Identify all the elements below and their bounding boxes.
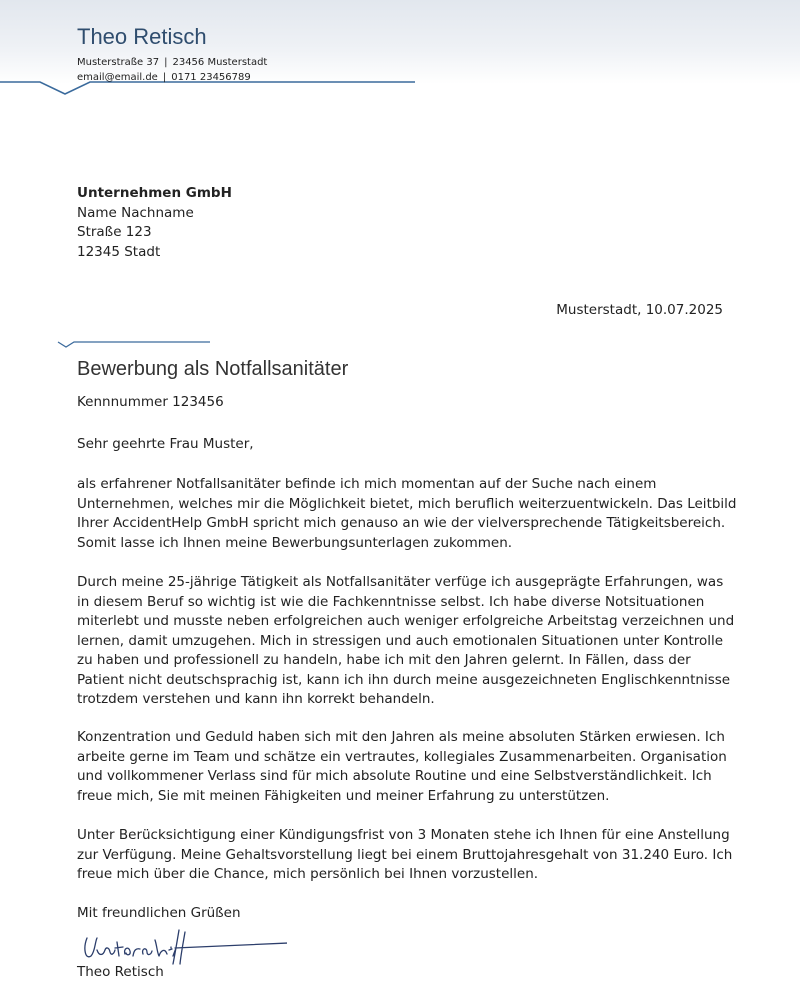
- body-paragraph: Unter Berücksichtigung einer Kündigungsfrist von 3 Monaten stehe ich Ihnen für eine Anstellung zur Verfügung. Meine Gehaltsvorstellung liegt bei einem Bruttojahresgehalt von 31.240 Euro. Ich freue mich über die Chance, mich persönlich bei Ihnen vorzustellen.: [77, 827, 733, 882]
- letter-subject: Bewerbung als Notfallsanitäter: [77, 358, 349, 380]
- sender-city: 23456 Musterstadt: [172, 57, 268, 68]
- sender-name: Theo Retisch: [77, 24, 207, 49]
- salutation: Sehr geehrte Frau Muster,: [77, 436, 254, 452]
- handwritten-signature: [77, 926, 287, 968]
- sender-street: Musterstraße 37: [77, 57, 160, 68]
- sender-email: email@email.de: [77, 72, 158, 83]
- separator: |: [162, 72, 167, 83]
- sender-phone: 0171 23456789: [171, 72, 251, 83]
- recipient-city: 12345 Stadt: [77, 243, 161, 260]
- recipient-address: [77, 184, 232, 262]
- letter-date: Musterstadt, 10.07.2025: [556, 302, 723, 318]
- recipient-contact: Name Nachname: [77, 204, 194, 221]
- sender-contact: [77, 72, 251, 83]
- signature-stroke: [85, 930, 287, 964]
- separator: |: [164, 57, 168, 68]
- sender-address: [77, 57, 267, 68]
- body-paragraph: Konzentration und Geduld haben sich mit den Jahren als meine absoluten Stärken erwiesen. Ich arbeite gerne im Team und schätze ein vertrautes, kollegiales Zusammenarbeiten. Organisation und vollkommener Verlass sind für mich absolute Routine und eine Selbstverständlichkeit. Ich freue mich, Sie mit meinen Fähigkeiten und meiner Erfahrung zu unterstützen.: [77, 729, 727, 804]
- letterhead-divider-line: [0, 82, 415, 94]
- recipient-company: Unternehmen GmbH: [77, 185, 232, 201]
- signer-name: Theo Retisch: [77, 964, 164, 980]
- subject-divider: [0, 336, 220, 356]
- closing: Mit freundlichen Grüßen: [77, 905, 241, 921]
- letterhead-divider: [0, 0, 800, 110]
- reference-number: Kennnummer 123456: [77, 394, 224, 410]
- body-paragraph: Durch meine 25-jährige Tätigkeit als Notfallsanitäter verfüge ich ausgeprägte Erfahrungen, was in diesem Beruf so wichtig ist wie die Fachkenntnisse selbst. Ich habe diverse Notsituationen miterlebt und musste neben erfolgreichen auch weniger erfolgreiche Arbeitstag verzeichnen und lernen, damit umzugehen. Mich in stressigen und auch emotionalen Situationen unter Kontrolle zu haben und professionell zu handeln, habe ich mit den Jahren gelernt. In Fällen, dass der Patient nicht deutschsprachig ist, kann ich ihn durch meine ausgezeichneten Englischkenntnisse trotzdem verstehen und kann ihn korrekt behandeln.: [77, 574, 735, 707]
- subject-divider-line: [58, 342, 210, 347]
- recipient-street: Straße 123: [77, 224, 152, 240]
- body-paragraph: als erfahrener Notfallsanitäter befinde ich mich momentan auf der Suche nach einem Unternehmen, welches mir die Möglichkeit bietet, mich beruflich weiterzuentwickeln. Das Leitbild Ihrer AccidentHelp GmbH spricht mich genauso an wie der vielversprechende Tätigkeitsbereich. Somit lasse ich Ihnen meine Bewerbungsunterlagen zukommen.: [77, 476, 737, 551]
